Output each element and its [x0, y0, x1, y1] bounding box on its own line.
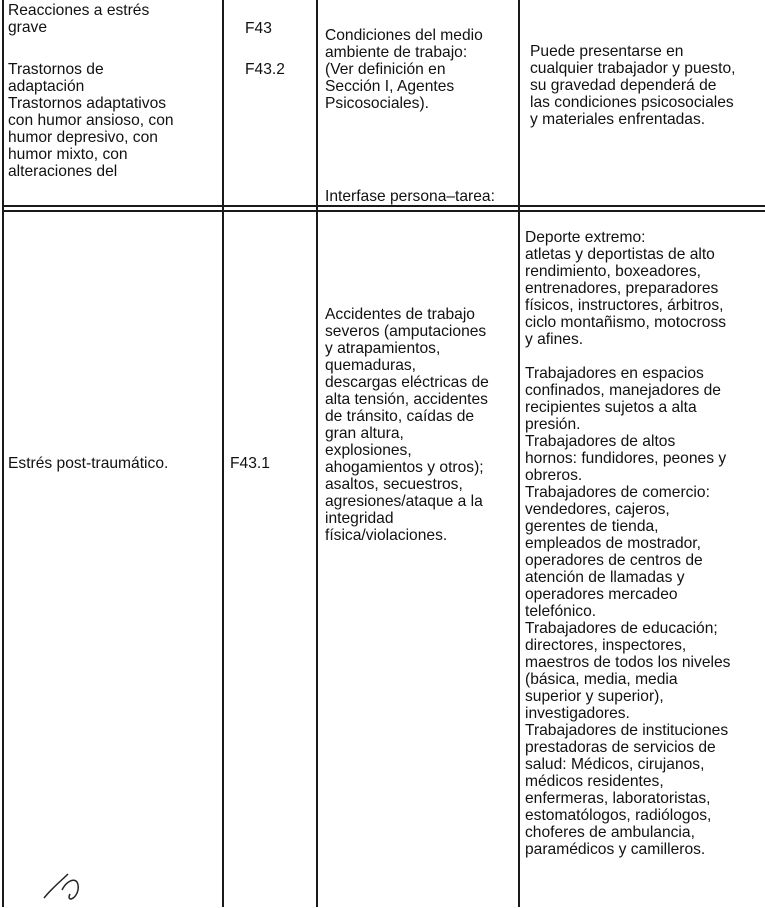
disease-name-2: Estrés post-traumático.	[8, 455, 169, 472]
risk-interface: Interfase persona–tarea:	[325, 188, 495, 205]
row-divider-bottom	[2, 210, 765, 212]
affected-workers-2: Deporte extremo: atletas y deportistas de alto rendimiento, boxeadores, entrenadores, preparadores físicos, instructores, árbitros, ciclo montañismo, motocross y afines. Trabajadores en espacios confinados, manejadores de recipientes sujetos a alta presión. Trabajadores de altos hornos: fundidores, peones y obreros. Trabajadores de comercio: vendedores, cajeros, gerentes de tienda, empleados de mostrador, operadores de centros de atención de llamadas y operadores mercadeo telefónico. Trabajadores de educación; directores, inspectores, maestros de todos los niveles (básica, media, media superior y superior), investigadores. Trabajadores de instituciones prestadoras de servicios de salud: Médicos, cirujanos, médicos residentes, enfermeras, laboratoristas, estomatólogos, radiólogos, choferes de ambulancia, paramédicos y camilleros.	[525, 229, 731, 858]
disease-name: Reacciones a estrés grave	[8, 2, 150, 36]
column-divider-3	[518, 0, 520, 907]
row-divider-top	[2, 205, 765, 207]
affected-workers: Puede presentarse en cualquier trabajador y puesto, su gravedad dependerá de las condiciones psicosociales y materiales enfrentadas.	[530, 43, 736, 128]
disease-code-2: F43.1	[230, 455, 270, 472]
disease-subtype: Trastornos de adaptación Trastornos adaptativos con humor ansioso, con humor depresivo, con humor mixto, con alteraciones del	[8, 61, 174, 180]
risk-conditions: Condiciones del medio ambiente de trabajo: (Ver definición en Sección I, Agentes Psicosociales).	[325, 27, 483, 112]
risk-factors-2: Accidentes de trabajo severos (amputaciones y atrapamientos, quemaduras, descargas eléctricas de alta tensión, accidentes de tránsito, caídas de gran altura, explosiones, ahogamientos y otros); asaltos, secuestros, agresiones/ataque a la integridad física/violaciones.	[325, 306, 489, 544]
column-divider-1	[222, 0, 224, 907]
handwritten-initial-icon	[40, 868, 100, 908]
table-left-border	[2, 0, 4, 907]
column-divider-2	[316, 0, 318, 907]
disease-subtype-code: F43.2	[245, 61, 285, 78]
disease-code: F43	[245, 20, 272, 37]
